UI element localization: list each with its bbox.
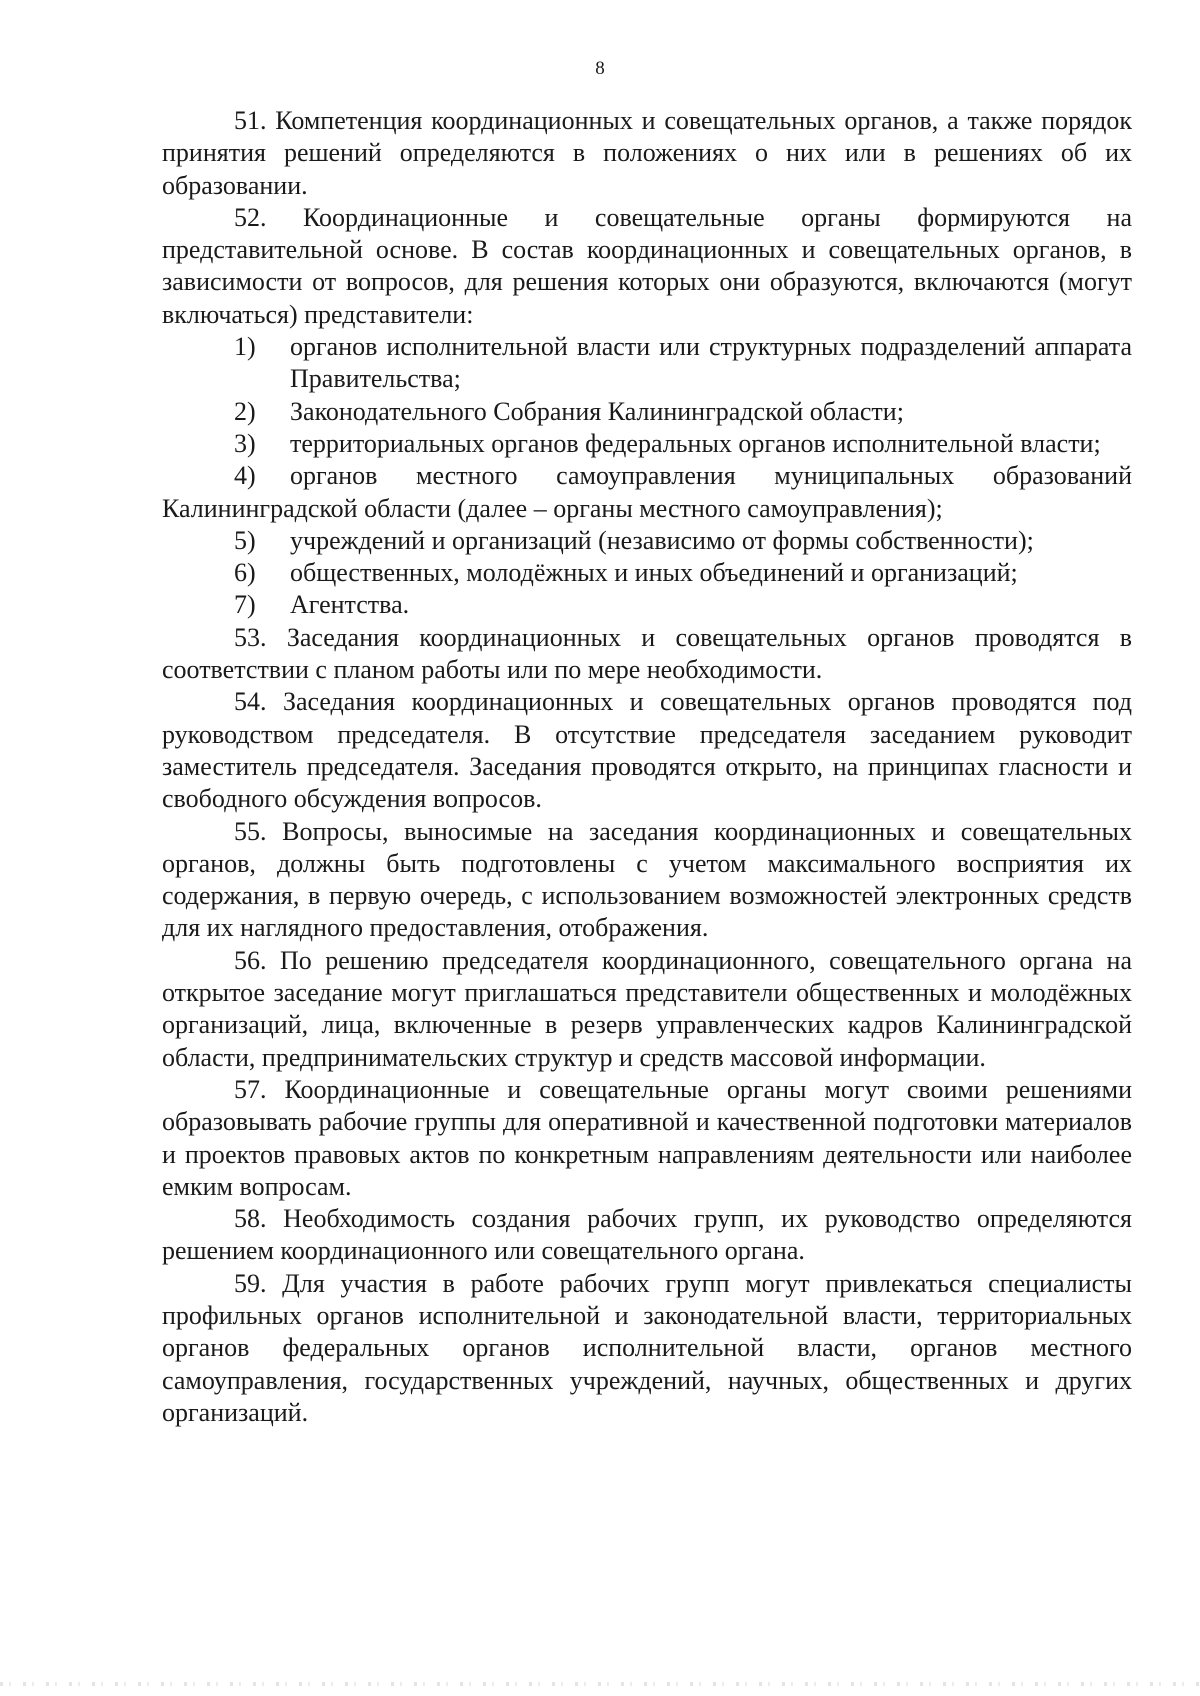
list-item-number: 7) xyxy=(234,590,256,620)
paragraph-55: 55. Вопросы, выносимые на заседания координационных и совещательных органов, должны быть подготовлены с учетом максимального восприятия их содержания, в первую очередь, с использованием возможностей электронных средств для их наглядного предоставления, отображения. xyxy=(162,816,1132,943)
list-item xyxy=(162,589,1132,621)
scan-noise-strip xyxy=(0,1682,1200,1686)
document-body xyxy=(162,105,1132,1429)
paragraph-58: 58. Необходимость создания рабочих групп, их руководство определяются решением координационного или совещательного органа. xyxy=(162,1204,1132,1266)
list-item-text: территориальных органов федеральных органов исполнительной власти; xyxy=(290,428,1101,458)
list-item-text: учреждений и организаций (независимо от формы собственности); xyxy=(290,525,1034,555)
list-item-number: 1) xyxy=(234,332,256,362)
list-item-number: 5) xyxy=(234,525,256,555)
list-item xyxy=(162,525,1132,557)
paragraph-56: 56. По решению председателя координационного, совещательного органа на открытое заседание могут приглашаться представители общественных и молодёжных организаций, лица, включенные в резерв управленческих кадров Калининградской области, предпринимательских структур и средств массовой информации. xyxy=(162,945,1132,1072)
paragraph-57: 57. Координационные и совещательные органы могут своими решениями образовывать рабочие группы для оперативной и качественной подготовки материалов и проектов правовых актов по конкретным направлениям деятельности или наиболее емким вопросам. xyxy=(162,1074,1132,1201)
list-item xyxy=(162,428,1132,460)
list-item-number: 2) xyxy=(234,396,256,426)
paragraph-59: 59. Для участия в работе рабочих групп могут привлекаться специалисты профильных органов исполнительной и законодательной власти, территориальных органов федеральных органов исполнительной власти, органов местного самоуправления, государственных учреждений, научных, общественных и других организаций. xyxy=(162,1268,1132,1427)
list-item-number: 3) xyxy=(234,428,256,458)
list-item-text: Законодательного Собрания Калининградской области; xyxy=(290,396,904,426)
list-item-text: Агентства. xyxy=(290,590,410,620)
list-item xyxy=(162,331,1132,396)
list-item-number: 6) xyxy=(234,558,256,588)
paragraph-54: 54. Заседания координационных и совещательных органов проводятся под руководством председателя. В отсутствие председателя заседанием руководит заместитель председателя. Заседания проводятся открыто, на принципах гласности и свободного обсуждения вопросов. xyxy=(162,687,1132,814)
paragraph-51: 51. Компетенция координационных и совещательных органов, а также порядок принятия решений определяются в положениях о них или в решениях об их образовании. xyxy=(162,106,1132,200)
list-item-text: общественных, молодёжных и иных объединений и организаций; xyxy=(290,558,1018,588)
paragraph-53: 53. Заседания координационных и совещательных органов проводятся в соответствии с планом работы или по мере необходимости. xyxy=(162,622,1132,685)
list-item xyxy=(162,557,1132,589)
list-item-number: 4) xyxy=(234,461,256,491)
list-item xyxy=(162,396,1132,428)
paragraph-52: 52. Координационные и совещательные органы формируются на представительной основе. В состав координационных и совещательных органов, в зависимости от вопросов, для решения которых они образуются, включаются (могут включаться) представители: xyxy=(162,202,1132,329)
page-number: 8 xyxy=(595,58,605,79)
list-item-text: органов исполнительной власти или структурных подразделений аппарата Правительства; xyxy=(290,332,1132,394)
list-item-text: органов местного самоуправления муниципальных образований Калининградской области (далее – органы местного самоуправления); xyxy=(162,461,1132,523)
list-item xyxy=(162,460,1132,525)
